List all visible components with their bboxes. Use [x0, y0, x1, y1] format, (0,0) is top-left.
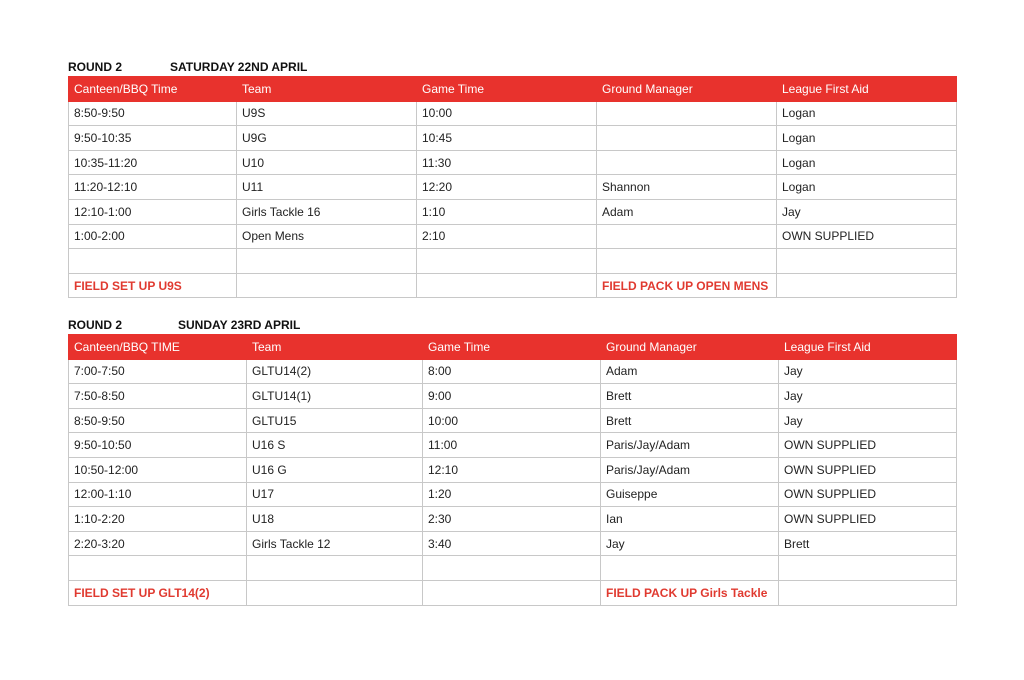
table-cell — [237, 249, 417, 274]
table-cell: Logan — [777, 150, 957, 175]
column-header: League First Aid — [779, 335, 957, 360]
table-cell — [597, 249, 777, 274]
table-row — [69, 126, 957, 151]
footer-cell — [423, 580, 601, 605]
footer-row — [69, 273, 957, 298]
table-row — [69, 531, 957, 556]
column-header: Game Time — [417, 77, 597, 102]
table-cell — [597, 224, 777, 249]
table-cell: Open Mens — [237, 224, 417, 249]
table-cell — [247, 556, 423, 581]
table-cell: U16 G — [247, 457, 423, 482]
table-cell — [779, 556, 957, 581]
table-row — [69, 101, 957, 126]
table-cell: Paris/Jay/Adam — [601, 457, 779, 482]
table-cell: 1:20 — [423, 482, 601, 507]
table-cell: 2:20-3:20 — [69, 531, 247, 556]
table-row — [69, 199, 957, 224]
column-header: Canteen/BBQ TIME — [69, 335, 247, 360]
column-header: Game Time — [423, 335, 601, 360]
table-cell: Brett — [601, 408, 779, 433]
sunday-table — [68, 334, 957, 606]
table-cell: U11 — [237, 175, 417, 200]
table-cell: Jay — [779, 359, 957, 384]
table-cell: 9:50-10:50 — [69, 433, 247, 458]
footer-cell: FIELD PACK UP Girls Tackle — [601, 580, 779, 605]
table-cell: 1:00-2:00 — [69, 224, 237, 249]
table-cell: OWN SUPPLIED — [779, 507, 957, 532]
table-cell: 10:00 — [423, 408, 601, 433]
column-header: Canteen/BBQ Time — [69, 77, 237, 102]
table-cell: U9S — [237, 101, 417, 126]
footer-row — [69, 580, 957, 605]
table-cell: 10:00 — [417, 101, 597, 126]
table-cell: Ian — [601, 507, 779, 532]
table-cell: OWN SUPPLIED — [779, 457, 957, 482]
sunday-heading — [68, 316, 956, 334]
table-cell: 9:50-10:35 — [69, 126, 237, 151]
table-cell: Brett — [779, 531, 957, 556]
table-cell: GLTU14(1) — [247, 384, 423, 409]
table-cell: 10:35-11:20 — [69, 150, 237, 175]
table-cell: 3:40 — [423, 531, 601, 556]
footer-cell — [417, 273, 597, 298]
table-cell: 12:10-1:00 — [69, 199, 237, 224]
table-cell: Jay — [601, 531, 779, 556]
table-cell: GLTU15 — [247, 408, 423, 433]
table-cell: Shannon — [597, 175, 777, 200]
column-header: Ground Manager — [597, 77, 777, 102]
table-cell: 1:10-2:20 — [69, 507, 247, 532]
column-header: Team — [247, 335, 423, 360]
footer-cell — [247, 580, 423, 605]
table-cell: 10:45 — [417, 126, 597, 151]
table-cell: Logan — [777, 101, 957, 126]
table-row — [69, 457, 957, 482]
table-row — [69, 359, 957, 384]
table-cell: 11:20-12:10 — [69, 175, 237, 200]
table-cell: 8:50-9:50 — [69, 101, 237, 126]
table-cell: 11:30 — [417, 150, 597, 175]
table-cell: 10:50-12:00 — [69, 457, 247, 482]
column-header: League First Aid — [777, 77, 957, 102]
footer-cell — [779, 580, 957, 605]
saturday-schedule — [68, 58, 956, 298]
column-header: Team — [237, 77, 417, 102]
column-header: Ground Manager — [601, 335, 779, 360]
table-cell: OWN SUPPLIED — [779, 482, 957, 507]
table-cell: Adam — [601, 359, 779, 384]
footer-cell — [777, 273, 957, 298]
table-cell: OWN SUPPLIED — [779, 433, 957, 458]
table-cell: 11:00 — [423, 433, 601, 458]
table-cell — [597, 150, 777, 175]
table-cell: 8:50-9:50 — [69, 408, 247, 433]
table-row — [69, 384, 957, 409]
table-cell: Jay — [779, 384, 957, 409]
table-cell: Jay — [777, 199, 957, 224]
table-cell: Logan — [777, 175, 957, 200]
round-label: ROUND 2 — [68, 318, 123, 332]
header-row — [69, 77, 957, 102]
table-row — [69, 249, 957, 274]
table-cell: 7:50-8:50 — [69, 384, 247, 409]
day-label: SATURDAY 22ND APRIL — [170, 60, 308, 74]
table-cell: Guiseppe — [601, 482, 779, 507]
table-cell: 12:10 — [423, 457, 601, 482]
footer-cell: FIELD SET UP GLT14(2) — [69, 580, 247, 605]
table-cell: U17 — [247, 482, 423, 507]
table-cell: 12:20 — [417, 175, 597, 200]
table-row — [69, 507, 957, 532]
round-label: ROUND 2 — [68, 60, 123, 74]
saturday-heading — [68, 58, 956, 76]
table-cell — [777, 249, 957, 274]
table-cell — [597, 101, 777, 126]
table-cell: 9:00 — [423, 384, 601, 409]
table-cell: 1:10 — [417, 199, 597, 224]
table-row — [69, 175, 957, 200]
table-row — [69, 556, 957, 581]
footer-cell — [237, 273, 417, 298]
table-row — [69, 482, 957, 507]
sunday-schedule — [68, 316, 956, 606]
table-cell: Adam — [597, 199, 777, 224]
table-cell: U18 — [247, 507, 423, 532]
table-cell: GLTU14(2) — [247, 359, 423, 384]
table-cell: Logan — [777, 126, 957, 151]
table-cell — [423, 556, 601, 581]
table-cell: U9G — [237, 126, 417, 151]
table-cell: Paris/Jay/Adam — [601, 433, 779, 458]
table-row — [69, 408, 957, 433]
table-cell: 2:10 — [417, 224, 597, 249]
table-cell: Jay — [779, 408, 957, 433]
table-row — [69, 150, 957, 175]
header-row — [69, 335, 957, 360]
table-cell — [69, 556, 247, 581]
footer-cell: FIELD SET UP U9S — [69, 273, 237, 298]
table-row — [69, 433, 957, 458]
table-cell: 2:30 — [423, 507, 601, 532]
day-label: SUNDAY 23RD APRIL — [178, 318, 301, 332]
table-cell: U16 S — [247, 433, 423, 458]
table-cell: OWN SUPPLIED — [777, 224, 957, 249]
table-cell: Girls Tackle 16 — [237, 199, 417, 224]
table-row — [69, 224, 957, 249]
table-cell: 12:00-1:10 — [69, 482, 247, 507]
table-cell: U10 — [237, 150, 417, 175]
table-cell — [597, 126, 777, 151]
table-cell — [601, 556, 779, 581]
table-cell: Brett — [601, 384, 779, 409]
table-cell: 8:00 — [423, 359, 601, 384]
table-cell: 7:00-7:50 — [69, 359, 247, 384]
saturday-table — [68, 76, 957, 298]
table-cell — [417, 249, 597, 274]
table-cell: Girls Tackle 12 — [247, 531, 423, 556]
table-cell — [69, 249, 237, 274]
footer-cell: FIELD PACK UP OPEN MENS — [597, 273, 777, 298]
